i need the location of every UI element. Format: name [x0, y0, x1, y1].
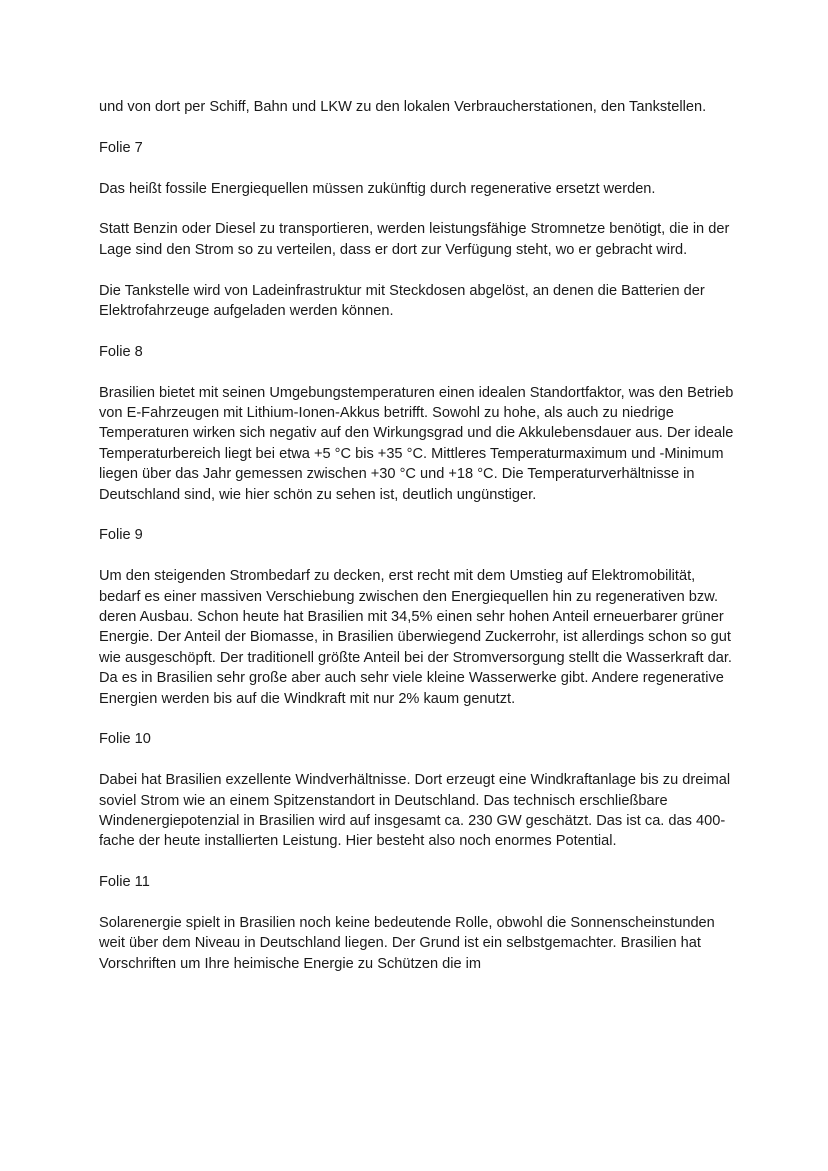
slide-heading: Folie 7 [99, 139, 143, 156]
document-body [99, 97, 739, 995]
slide-heading: Folie 8 [99, 343, 143, 360]
body-paragraph: Brasilien bietet mit seinen Umgebungstemperaturen einen idealen Standortfaktor, was den Betrieb von E-Fahrzeugen mit Lithium-Ionen-Akkus betrifft. Sowohl zu hohe, als auch zu niedrige Temperaturen wirken sich negativ auf den Wirkungsgrad und die Akkulebensdauer aus. Der ideale Temperaturbereich liegt bei etwa +5 °C bis +35 °C. Mittleres Temperaturmaximum und -Minimum liegen über das Jahr gemessen zwischen +30 °C und +18 °C. Die Temperaturverhältnisse in Deutschland sind, wie hier schön zu sehen ist, deutlich ungünstiger. [99, 384, 734, 503]
slide-heading: Folie 10 [99, 731, 151, 748]
slide-heading: Folie 11 [99, 874, 150, 891]
body-paragraph: Statt Benzin oder Diesel zu transportieren, werden leistungsfähige Stromnetze benötigt, die in der Lage sind den Strom so zu verteilen, dass er dort zur Verfügung steht, wo er gebracht wird. [99, 221, 730, 258]
body-paragraph: Die Tankstelle wird von Ladeinfrastruktur mit Steckdosen abgelöst, an denen die Batterien der Elektrofahrzeuge aufgeladen werden können. [99, 282, 705, 319]
body-paragraph: Das heißt fossile Energiequellen müssen zukünftig durch regenerative ersetzt werden. [99, 180, 656, 197]
body-paragraph: Solarenergie spielt in Brasilien noch keine bedeutende Rolle, obwohl die Sonnenscheinstunden weit über dem Niveau in Deutschland liegen. Der Grund ist ein selbstgemachter. Brasilien hat Vorschriften um Ihre heimische Energie zu Schützen die im [99, 915, 715, 972]
slide-heading: Folie 9 [99, 527, 143, 544]
body-paragraph: und von dort per Schiff, Bahn und LKW zu den lokalen Verbraucherstationen, den Tankstellen. [99, 99, 707, 115]
body-paragraph: Dabei hat Brasilien exzellente Windverhältnisse. Dort erzeugt eine Windkraftanlage bis zu dreimal soviel Strom wie an einem Spitzenstandort in Deutschland. Das technisch erschließbare Windenergiepotenzial in Brasilien wird auf insgesamt ca. 230 GW geschätzt. Das ist ca. das 400-fache der heute installierten Leistung. Hier besteht also noch enormes Potential. [99, 772, 731, 850]
body-paragraph: Um den steigenden Strombedarf zu decken, erst recht mit dem Umstieg auf Elektromobilität, bedarf es einer massiven Verschiebung zwischen den Energiequellen hin zu regenerativen bzw. deren Ausbau. Schon heute hat Brasilien mit 34,5% einen sehr hohen Anteil erneuerbarer grüner Energie. Der Anteil der Biomasse, in Brasilien überwiegend Zuckerrohr, ist allerdings schon so gut wie ausgeschöpft. Der traditionell größte Anteil bei der Stromversorgung stellt die Wasserkraft dar. Da es in Brasilien sehr große aber auch sehr viele kleine Wasserwerke gibt. Andere regenerative Energien werden bis auf die Windkraft mit nur 2% kaum genutzt. [99, 568, 732, 707]
